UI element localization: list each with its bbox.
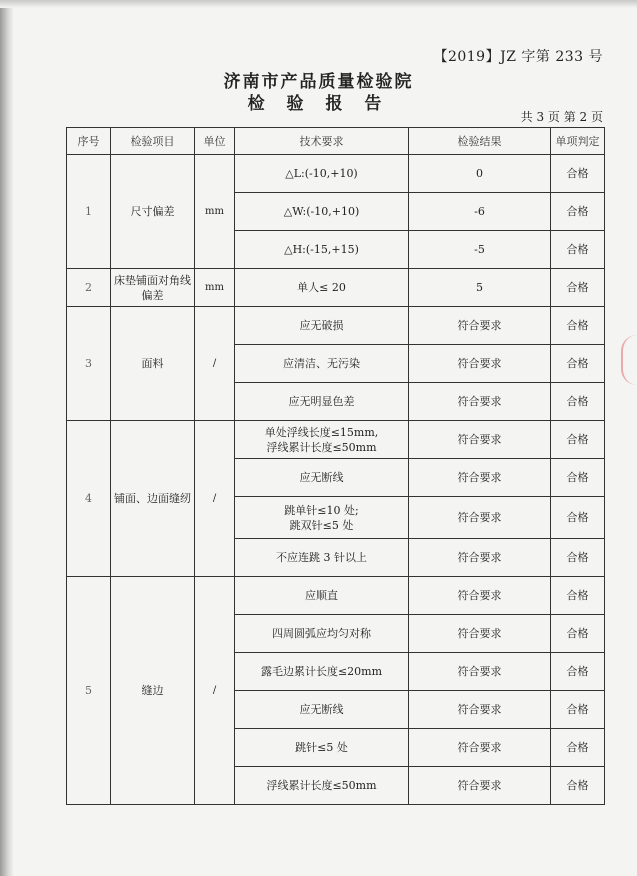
judgement-cell: 合格 bbox=[551, 539, 605, 577]
requirement-cell: 应无断线 bbox=[235, 691, 409, 729]
judgement-cell: 合格 bbox=[551, 231, 605, 269]
unit-cell: mm bbox=[195, 155, 235, 269]
row-number: 1 bbox=[67, 155, 111, 269]
row-number: 3 bbox=[67, 307, 111, 421]
judgement-cell: 合格 bbox=[551, 345, 605, 383]
judgement-cell: 合格 bbox=[551, 729, 605, 767]
requirement-cell: 单处浮线长度≤15mm, 浮线累计长度≤50mm bbox=[235, 421, 409, 459]
requirement-cell: 四周圆弧应均匀对称 bbox=[235, 615, 409, 653]
judgement-cell: 合格 bbox=[551, 767, 605, 805]
page-indicator: 共 3 页 第 2 页 bbox=[520, 110, 603, 124]
result-cell: 符合要求 bbox=[409, 653, 551, 691]
unit-cell: / bbox=[195, 307, 235, 421]
table-header-row bbox=[67, 128, 605, 155]
inspection-item: 缝边 bbox=[111, 577, 195, 805]
requirement-cell: △H:(-15,+15) bbox=[235, 231, 409, 269]
table-row bbox=[67, 155, 605, 193]
requirement-cell: 跳针≤5 处 bbox=[235, 729, 409, 767]
organization-title: 济南市产品质量检验院 bbox=[223, 72, 414, 92]
result-cell: -6 bbox=[409, 193, 551, 231]
table-row bbox=[67, 307, 605, 345]
scan-edge-shadow bbox=[0, 0, 14, 876]
judgement-cell: 合格 bbox=[551, 577, 605, 615]
judgement-cell: 合格 bbox=[551, 421, 605, 459]
judgement-cell: 合格 bbox=[551, 269, 605, 307]
table-body bbox=[67, 155, 605, 805]
result-cell: 符合要求 bbox=[409, 345, 551, 383]
result-cell: 0 bbox=[409, 155, 551, 193]
requirement-cell: 应无断线 bbox=[235, 459, 409, 497]
header-unit: 单位 bbox=[195, 128, 235, 155]
judgement-cell: 合格 bbox=[551, 615, 605, 653]
judgement-cell: 合格 bbox=[551, 383, 605, 421]
judgement-cell: 合格 bbox=[551, 653, 605, 691]
result-cell: 符合要求 bbox=[409, 459, 551, 497]
result-cell: 符合要求 bbox=[409, 421, 551, 459]
document-title: 检 验 报 告 bbox=[247, 94, 390, 114]
report-number: 【2019】JZ 字第 233 号 bbox=[433, 49, 603, 65]
requirement-cell: △L:(-10,+10) bbox=[235, 155, 409, 193]
requirement-cell: 应无明显色差 bbox=[235, 383, 409, 421]
scan-top-shadow bbox=[0, 0, 637, 8]
header-judgement: 单项判定 bbox=[551, 128, 605, 155]
result-cell: 符合要求 bbox=[409, 767, 551, 805]
requirement-cell: 应清洁、无污染 bbox=[235, 345, 409, 383]
inspection-item: 床垫铺面对角线偏差 bbox=[111, 269, 195, 307]
judgement-cell: 合格 bbox=[551, 307, 605, 345]
requirement-cell: 跳单针≤10 处; 跳双针≤5 处 bbox=[235, 497, 409, 539]
result-cell: -5 bbox=[409, 231, 551, 269]
judgement-cell: 合格 bbox=[551, 691, 605, 729]
result-cell: 符合要求 bbox=[409, 729, 551, 767]
requirement-cell: 单人≤ 20 bbox=[235, 269, 409, 307]
inspection-item: 尺寸偏差 bbox=[111, 155, 195, 269]
table-row bbox=[67, 269, 605, 307]
requirement-cell: △W:(-10,+10) bbox=[235, 193, 409, 231]
result-cell: 符合要求 bbox=[409, 539, 551, 577]
judgement-cell: 合格 bbox=[551, 193, 605, 231]
requirement-cell: 应顺直 bbox=[235, 577, 409, 615]
header-no: 序号 bbox=[67, 128, 111, 155]
table-row bbox=[67, 421, 605, 459]
unit-cell: mm bbox=[195, 269, 235, 307]
result-cell: 符合要求 bbox=[409, 615, 551, 653]
judgement-cell: 合格 bbox=[551, 459, 605, 497]
header-item: 检验项目 bbox=[111, 128, 195, 155]
result-cell: 符合要求 bbox=[409, 497, 551, 539]
requirement-cell: 露毛边累计长度≤20mm bbox=[235, 653, 409, 691]
row-number: 5 bbox=[67, 577, 111, 805]
requirement-cell: 浮线累计长度≤50mm bbox=[235, 767, 409, 805]
requirement-cell: 不应连跳 3 针以上 bbox=[235, 539, 409, 577]
inspection-item: 面料 bbox=[111, 307, 195, 421]
judgement-cell: 合格 bbox=[551, 497, 605, 539]
inspection-table bbox=[66, 127, 605, 805]
result-cell: 5 bbox=[409, 269, 551, 307]
inspection-item: 铺面、边面缝纫 bbox=[111, 421, 195, 577]
header-requirement: 技术要求 bbox=[235, 128, 409, 155]
row-number: 2 bbox=[67, 269, 111, 307]
header-result: 检验结果 bbox=[409, 128, 551, 155]
judgement-cell: 合格 bbox=[551, 155, 605, 193]
unit-cell: / bbox=[195, 421, 235, 577]
result-cell: 符合要求 bbox=[409, 577, 551, 615]
seal-stamp-fragment bbox=[621, 335, 637, 385]
table-row bbox=[67, 577, 605, 615]
result-cell: 符合要求 bbox=[409, 383, 551, 421]
result-cell: 符合要求 bbox=[409, 307, 551, 345]
result-cell: 符合要求 bbox=[409, 691, 551, 729]
row-number: 4 bbox=[67, 421, 111, 577]
unit-cell: / bbox=[195, 577, 235, 805]
requirement-cell: 应无破损 bbox=[235, 307, 409, 345]
